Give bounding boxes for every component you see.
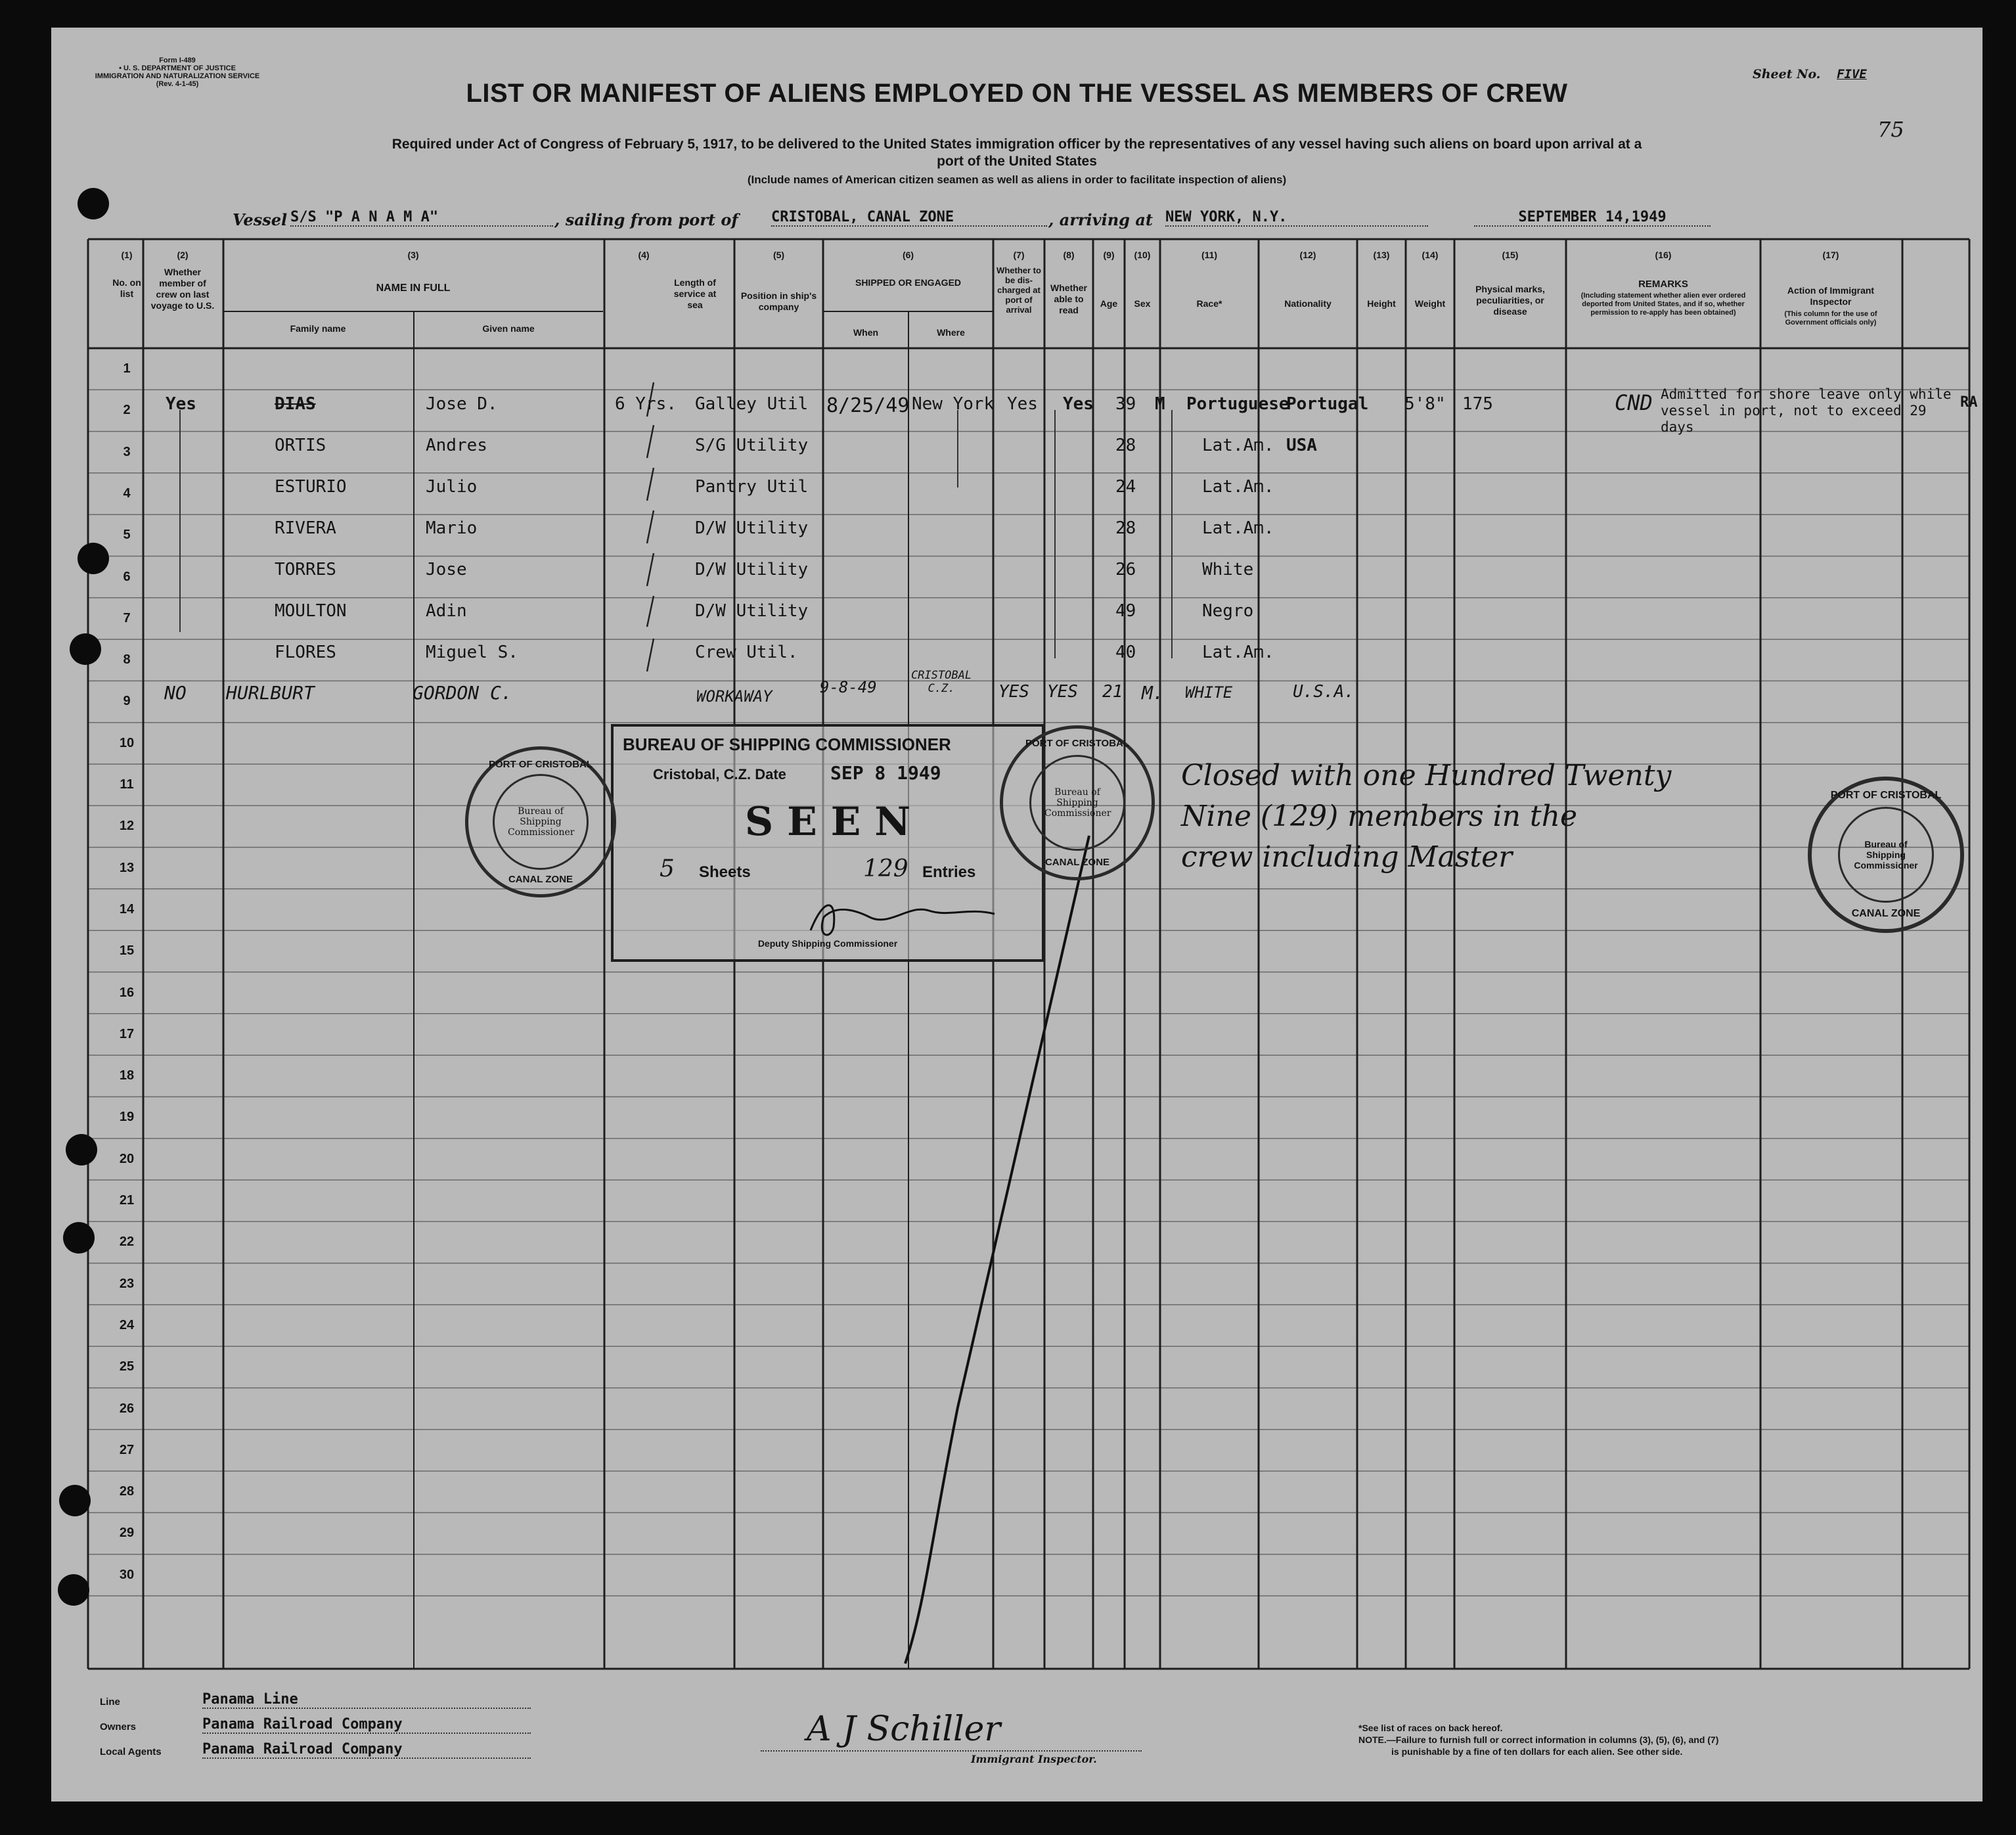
col-header-where: Where [937,327,965,338]
col-num-2: (2) [177,250,189,260]
col-num-9: (9) [1103,250,1115,260]
cell-read: Yes [1063,394,1094,414]
cell-family: MOULTON [275,601,347,621]
inspector-signature: A J Schiller [807,1710,1001,1749]
footer-note-3: is punishable by a fine of ten dollars for each alien. See other side. [1391,1746,1683,1757]
cell-height: 5'8" [1404,394,1446,414]
cell-race: Lat.Am. [1202,477,1274,497]
row-number: 15 [119,943,135,959]
port-stamp-right [1808,777,1964,933]
subtitle-1: Required under Act of Congress of February 5, 1917, to be delivered to the United States immigration officer by the representatives of any vessel having such aliens on board upon arrival at a [392,137,1642,152]
row-number: 3 [123,444,131,459]
cell-position: D/W Utility [695,518,809,538]
seen-stamp-date: SEP 8 1949 [830,762,941,784]
arriving-value: NEW YORK, N.Y. [1165,209,1428,227]
cell-last-voyage: NO [164,682,187,704]
cell-remarks: Admitted for shore leave only while vessel in port, not to exceed 29 days [1661,386,1952,435]
voyage-line [233,209,1848,233]
cell-position: Galley Util [695,394,809,414]
col-header-last-voyage: Whether member of crew on last voyage to U.S. [150,267,215,311]
row-number: 18 [119,1068,135,1083]
cell-family: RIVERA [275,518,336,538]
row-number: 23 [119,1276,135,1291]
row-number: 24 [119,1317,135,1332]
cell-race: Lat.Am. [1202,436,1274,455]
cell-given: Julio [426,477,478,497]
date-value: SEPTEMBER 14,1949 [1474,209,1711,227]
binder-hole [78,543,109,574]
cell-where: CRISTOBAL C.Z. [910,669,972,695]
col-header-discharged: Whether to be dis-charged at port of arrival [997,265,1041,315]
footer-agents-value: Panama Railroad Company [202,1741,531,1759]
cell-race: Lat.Am. [1202,643,1274,662]
cell-age: 24 [1115,477,1136,497]
cell-read: YES [1047,682,1078,702]
row-number: 21 [119,1193,135,1208]
cell-sex: M [1155,394,1165,414]
cell-last-voyage: Yes [166,394,196,414]
cell-race: Portuguese [1186,394,1289,414]
cell-discharged: YES [998,682,1029,702]
row-number: 17 [119,1026,135,1041]
col-num-3: (3) [407,250,419,260]
row-number: 28 [119,1484,135,1499]
col-num-12: (12) [1299,250,1316,260]
col-header-race: Race* [1196,298,1222,309]
col-num-15: (15) [1502,250,1519,260]
sheet-label: Sheet No. [1753,67,1821,81]
cell-remarks-code: CND [1615,390,1653,415]
cell-age: 39 [1115,394,1136,414]
seen-stamp-place: Cristobal, C.Z. Date [653,766,786,782]
port-stamp-left-ring: PORT OF CRISTOBAL [488,759,593,770]
footer-agents-label: Local Agents [100,1746,162,1757]
row-number: 16 [119,985,135,1000]
col-header-action-sub: (This column for the use of Government officials only) [1784,310,1877,327]
row-number: 12 [119,819,135,834]
col-header-when: When [853,327,879,338]
col-num-13: (13) [1373,250,1390,260]
col-header-given-name: Given name [482,323,535,334]
port-stamp-right-ring: PORT OF CRISTOBAL [1830,790,1942,801]
cell-family: TORRES [275,560,336,579]
cell-age: 21 [1102,682,1123,702]
col-header-remarks: REMARKS [1638,279,1688,290]
footer-line-value: Panama Line [202,1691,531,1709]
row-number: 7 [123,610,131,625]
cell-race: Negro [1202,601,1254,621]
inspector-line [761,1750,1142,1752]
sheet-value: FIVE [1837,67,1867,81]
row-number: 6 [123,569,131,584]
sailing-value: CRISTOBAL, CANAL ZONE [771,209,1047,227]
col-num-14: (14) [1422,250,1439,260]
port-stamp-middle-ring: PORT OF CRISTOBAL [1025,738,1130,749]
ditto-marks [647,382,654,671]
col-num-5: (5) [773,250,785,260]
seen-stamp-entries-label: Entries [922,863,976,881]
page-title: LIST OR MANIFEST OF ALIENS EMPLOYED ON THE VESSEL AS MEMBERS OF CREW [466,79,1568,108]
port-stamp-right-bottom: CANAL ZONE [1851,908,1921,919]
port-stamp-left-bottom: CANAL ZONE [508,874,573,885]
row-number: 4 [123,486,131,501]
row-number: 19 [119,1110,135,1125]
revision: (Rev. 4-1-45) [156,80,199,88]
cell-when: 9-8-49 [820,678,877,696]
cell-nationality: Portugal [1286,394,1369,414]
port-stamp-middle-bottom: CANAL ZONE [1044,857,1110,868]
col-header-weight: Weight [1414,298,1446,309]
cell-race: WHITE [1185,683,1233,702]
port-stamp-middle-center: Bureau of Shipping Commissioner [1044,787,1111,819]
arriving-label: , arriving at [1048,210,1153,229]
seen-stamp-sheets-value: 5 [660,855,675,882]
col-num-10: (10) [1134,250,1151,260]
cell-position: D/W Utility [695,601,809,621]
cell-family: ORTIS [275,436,326,455]
cell-position: S/G Utility [695,436,809,455]
row-number: 25 [119,1359,135,1374]
row-number: 13 [119,860,135,875]
cell-where: New York [912,394,995,414]
cell-given: Adin [426,601,467,621]
binder-hole [58,1574,89,1606]
binder-hole [78,188,109,219]
row-number: 5 [123,528,131,543]
cell-position: WORKAWAY [696,687,773,706]
col-num-16: (16) [1655,250,1672,260]
vessel-label: Vessel [233,210,288,229]
cell-age: 49 [1115,601,1136,621]
cell-given: Jose [426,560,467,579]
service: IMMIGRATION AND NATURALIZATION SERVICE [95,72,260,80]
cell-service: 6 Yrs. [615,394,677,414]
seen-stamp-bureau: BUREAU OF SHIPPING COMMISSIONER [623,735,951,754]
footer-note-2: NOTE.—Failure to furnish full or correct information in columns (3), (5), (6), and (7) [1358,1734,1719,1745]
col-header-physical: Physical marks, peculiarities, or disease [1475,284,1545,317]
row-number: 22 [119,1235,135,1250]
col-header-age: Age [1100,298,1118,309]
subtitle-3: (Include names of American citizen seamen as well as aliens in order to facilitate inspection of aliens) [747,173,1287,186]
cell-age: 28 [1115,518,1136,538]
closing-note-line-2: Nine (129) members in the [1181,800,1577,833]
col-num-6: (6) [902,250,914,260]
col-num-8: (8) [1063,250,1075,260]
page-number: 75 [1877,117,1904,142]
cell-given: GORDON C. [413,682,512,704]
seen-stamp-seen: S E E N [744,799,911,845]
cell-family: ESTURIO [275,477,347,497]
col-header-remarks-sub: (Including statement whether alien ever ordered deported from United States, and if so, whether permission to re-apply has been obtained) [1580,292,1746,317]
row-number: 30 [119,1567,135,1582]
closing-note-line-1: Closed with one Hundred Twenty [1181,759,1672,792]
subtitle-2: port of the United States [937,154,1097,169]
cell-family: HURLBURT [226,682,315,704]
row-number: 29 [119,1526,135,1541]
row-number: 20 [119,1151,135,1166]
cell-position: D/W Utility [695,560,809,579]
col-header-family-name: Family name [290,323,346,334]
row-number: 14 [119,901,135,917]
cell-position: Pantry Util [695,477,809,497]
cell-nationality: USA [1286,436,1317,455]
col-num-4: (4) [638,250,650,260]
binder-hole [66,1134,97,1166]
sailing-label: , sailing from port of [554,210,738,229]
binder-hole [63,1222,95,1254]
col-header-height: Height [1367,298,1396,309]
cell-given: Miguel S. [426,643,518,662]
row-number: 10 [119,735,135,750]
seen-stamp [611,724,1044,962]
seen-stamp-entries-value: 129 [863,855,908,882]
port-stamp-right-center: Bureau of Shipping Commissioner [1854,839,1918,871]
closing-note-line-3: crew including Master [1181,840,1513,874]
closing-note [1181,756,1671,878]
col-num-1: (1) [121,250,133,260]
row-number: 26 [119,1401,135,1416]
col-header-action: Action of Immigrant Inspector [1787,285,1875,307]
cell-age: 40 [1115,643,1136,662]
seen-stamp-officer: Deputy Shipping Commissioner [757,938,898,949]
binder-hole [70,633,101,665]
row-number: 11 [120,777,134,792]
binder-hole [59,1485,91,1516]
col-header-no: No. on list [112,277,141,299]
manifest-sheet [51,28,1982,1801]
col-header-shipped: SHIPPED OR ENGAGED [855,277,962,288]
port-stamp-middle [1000,725,1155,880]
row-number: 27 [119,1442,135,1457]
cell-when: 8/25/49 [826,394,910,417]
form-number: Form I-489 [159,57,196,64]
col-header-read: Whether able to read [1050,283,1087,315]
inspector-label: Immigrant Inspector. [971,1753,1097,1765]
col-header-nationality: Nationality [1284,298,1332,309]
row-number: 9 [123,694,131,709]
seen-stamp-signature [797,891,1021,943]
col-header-service: Length of service at sea [673,277,717,310]
footer-note-1: *See list of races on back hereof. [1358,1723,1503,1733]
cell-weight: 175 [1462,394,1493,414]
cell-age: 26 [1115,560,1136,579]
cell-age: 28 [1115,436,1136,455]
row-number: 1 [123,361,131,376]
row-number: 8 [123,652,131,668]
col-header-position: Position in ship's company [740,290,817,312]
cell-given: Jose D. [426,394,498,414]
col-header-sex: Sex [1134,298,1151,309]
cell-race: Lat.Am. [1202,518,1274,538]
footer-line-label: Line [100,1696,120,1708]
vessel-value: S/S "P A N A M A" [290,209,553,227]
cell-given: Andres [426,436,487,455]
port-stamp-left [465,746,616,897]
cell-position: Crew Util. [695,643,798,662]
col-num-17: (17) [1822,250,1839,260]
department: • U. S. DEPARTMENT OF JUSTICE [119,64,236,72]
cell-nationality: U.S.A. [1293,682,1355,702]
cell-action: RA [1960,394,1978,411]
cell-family: DIAS [275,394,316,414]
cell-family: FLORES [275,643,336,662]
footer-owners-label: Owners [100,1721,137,1733]
seen-stamp-sheets-label: Sheets [699,863,751,881]
cell-race: White [1202,560,1254,579]
footer-owners-value: Panama Railroad Company [202,1716,531,1734]
cell-sex: M. [1142,682,1164,704]
cell-given: Mario [426,518,478,538]
cell-discharged: Yes [1007,394,1038,414]
port-stamp-left-center: Bureau of Shipping Commissioner [508,806,575,838]
row-number: 2 [123,403,131,418]
col-num-11: (11) [1201,250,1218,260]
col-header-name: NAME IN FULL [376,283,451,294]
col-num-7: (7) [1013,250,1025,260]
